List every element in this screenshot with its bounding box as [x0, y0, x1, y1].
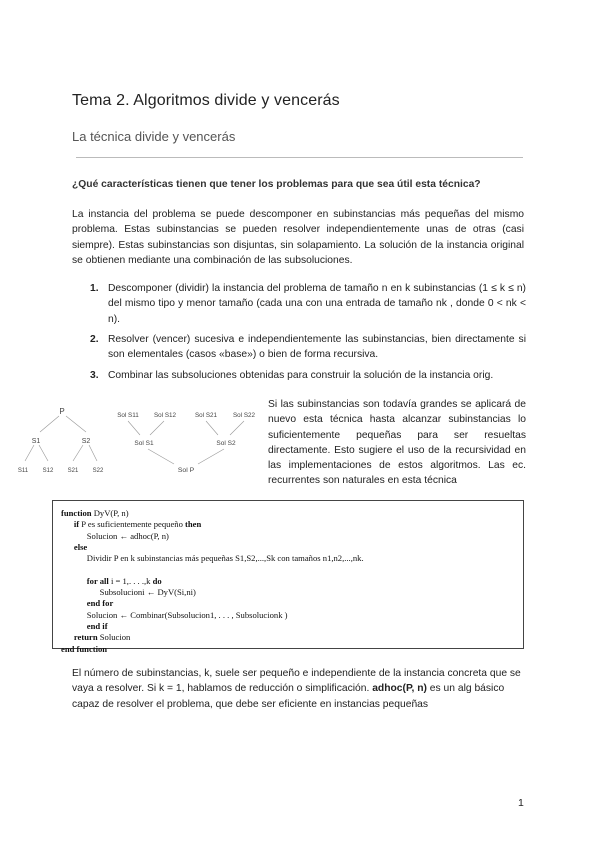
- tree-node-root: P: [59, 407, 65, 416]
- divider: [76, 157, 523, 158]
- code-line: Solucion ← adhoc(P, n): [86, 530, 169, 541]
- tree-node: S2: [81, 438, 91, 445]
- code-line: for all i = 1,. . . .,k do: [86, 575, 162, 586]
- adhoc-term: adhoc(P, n): [372, 683, 427, 695]
- pseudocode-box: [52, 500, 524, 654]
- code-line: Dividir P en k subinstancias más pequeñas S1,S2,...,Sk con tamaños n1,n2,...,nk.: [86, 553, 364, 564]
- tree-leaf: S21: [67, 468, 79, 474]
- tree-leaf: Sol S12: [153, 412, 177, 419]
- step-text: Combinar las subsoluciones obtenidas para construir la solución de la instancia orig.: [108, 370, 494, 381]
- side-paragraph: Si las subinstancias son todavía grandes se aplicará de nuevo esta técnica hasta alcanzar subinstancias lo suficientemente pequeñas para ser resueltas directamente. Esto sugiere el uso de la recursividad en las implementaciones de estos algoritmos. Las ec. recurrentes son naturales en esta técnica: [268, 399, 526, 487]
- page-title: Tema 2. Algoritmos divide y vencerás: [72, 92, 340, 109]
- intro-paragraph: La instancia del problema se puede descomponer en subinstancias más pequeñas del mismo problema. Estas subinstancias se pueden resolver independientemente unas de otras (casi siempre). Estas subinstancias son disjuntas, sin solapamiento. La solución de la instancia original se obtienen mediante una combinación de las subsoluciones.: [72, 209, 524, 266]
- step-number: 2.: [90, 334, 99, 345]
- tree-node-root: Sol P: [177, 467, 195, 474]
- tree-node: Sol S2: [216, 440, 236, 447]
- code-line: Solucion ← Combinar(Subsolucion1, . . . , Subsolucionk ): [86, 609, 288, 620]
- tree-node: S1: [31, 438, 41, 445]
- code-line: [61, 564, 523, 575]
- code-line: end for: [86, 598, 114, 609]
- code-line: end function: [61, 643, 108, 654]
- step-item: [90, 281, 526, 327]
- combination-tree-diagram: [112, 403, 264, 481]
- step-text: Descomponer (dividir) la instancia del problema de tamaño n en k subinstancias (1 ≤ k ≤ n) del mismo tipo y menor tamaño (cada una con una entrada de tamaño nk , donde 0 < nk < n).: [108, 283, 526, 325]
- code-line: end if: [86, 620, 108, 631]
- tree-leaf: Sol S22: [232, 412, 256, 419]
- tree-node: Sol S1: [134, 440, 154, 447]
- decomposition-tree-diagram: [14, 403, 110, 481]
- tree-leaf: Sol S21: [194, 412, 218, 419]
- tree-leaf: S22: [92, 468, 104, 474]
- step-number: 1.: [90, 283, 99, 294]
- tree-leaf: S12: [42, 468, 54, 474]
- section-subtitle: La técnica divide y vencerás: [72, 129, 236, 144]
- question-heading: ¿Qué características tienen que tener los problemas para que sea útil esta técnica?: [72, 179, 481, 190]
- code-line: if P es suficientemente pequeño then: [73, 519, 202, 530]
- step-number: 3.: [90, 370, 99, 381]
- step-item: [90, 332, 526, 363]
- code-line: return Solucion: [73, 632, 131, 643]
- tree-leaf: S11: [17, 468, 29, 474]
- page-number: 1: [518, 797, 524, 809]
- code-line: else: [73, 541, 88, 552]
- code-line: Subsolucioni ← DyV(Si,ni): [99, 587, 196, 598]
- tree-leaf: Sol S11: [117, 412, 139, 419]
- step-text: Resolver (vencer) sucesiva e independientemente las subinstancias, bien directamente si son elementales (casos «base») o bien de forma recursiva.: [108, 334, 526, 361]
- step-item: [90, 368, 526, 383]
- closing-paragraph: El número de subinstancias, k, suele ser pequeño e independiente de la instancia concreta que se vaya a resolver. Si k = 1, hablamos de reducción o simplificación. adhoc(P, n) es un alg básico capaz de resolver el problema, que debe ser eficiente en instancias pequeñas: [72, 668, 521, 710]
- code-line: function DyV(P, n): [61, 508, 129, 518]
